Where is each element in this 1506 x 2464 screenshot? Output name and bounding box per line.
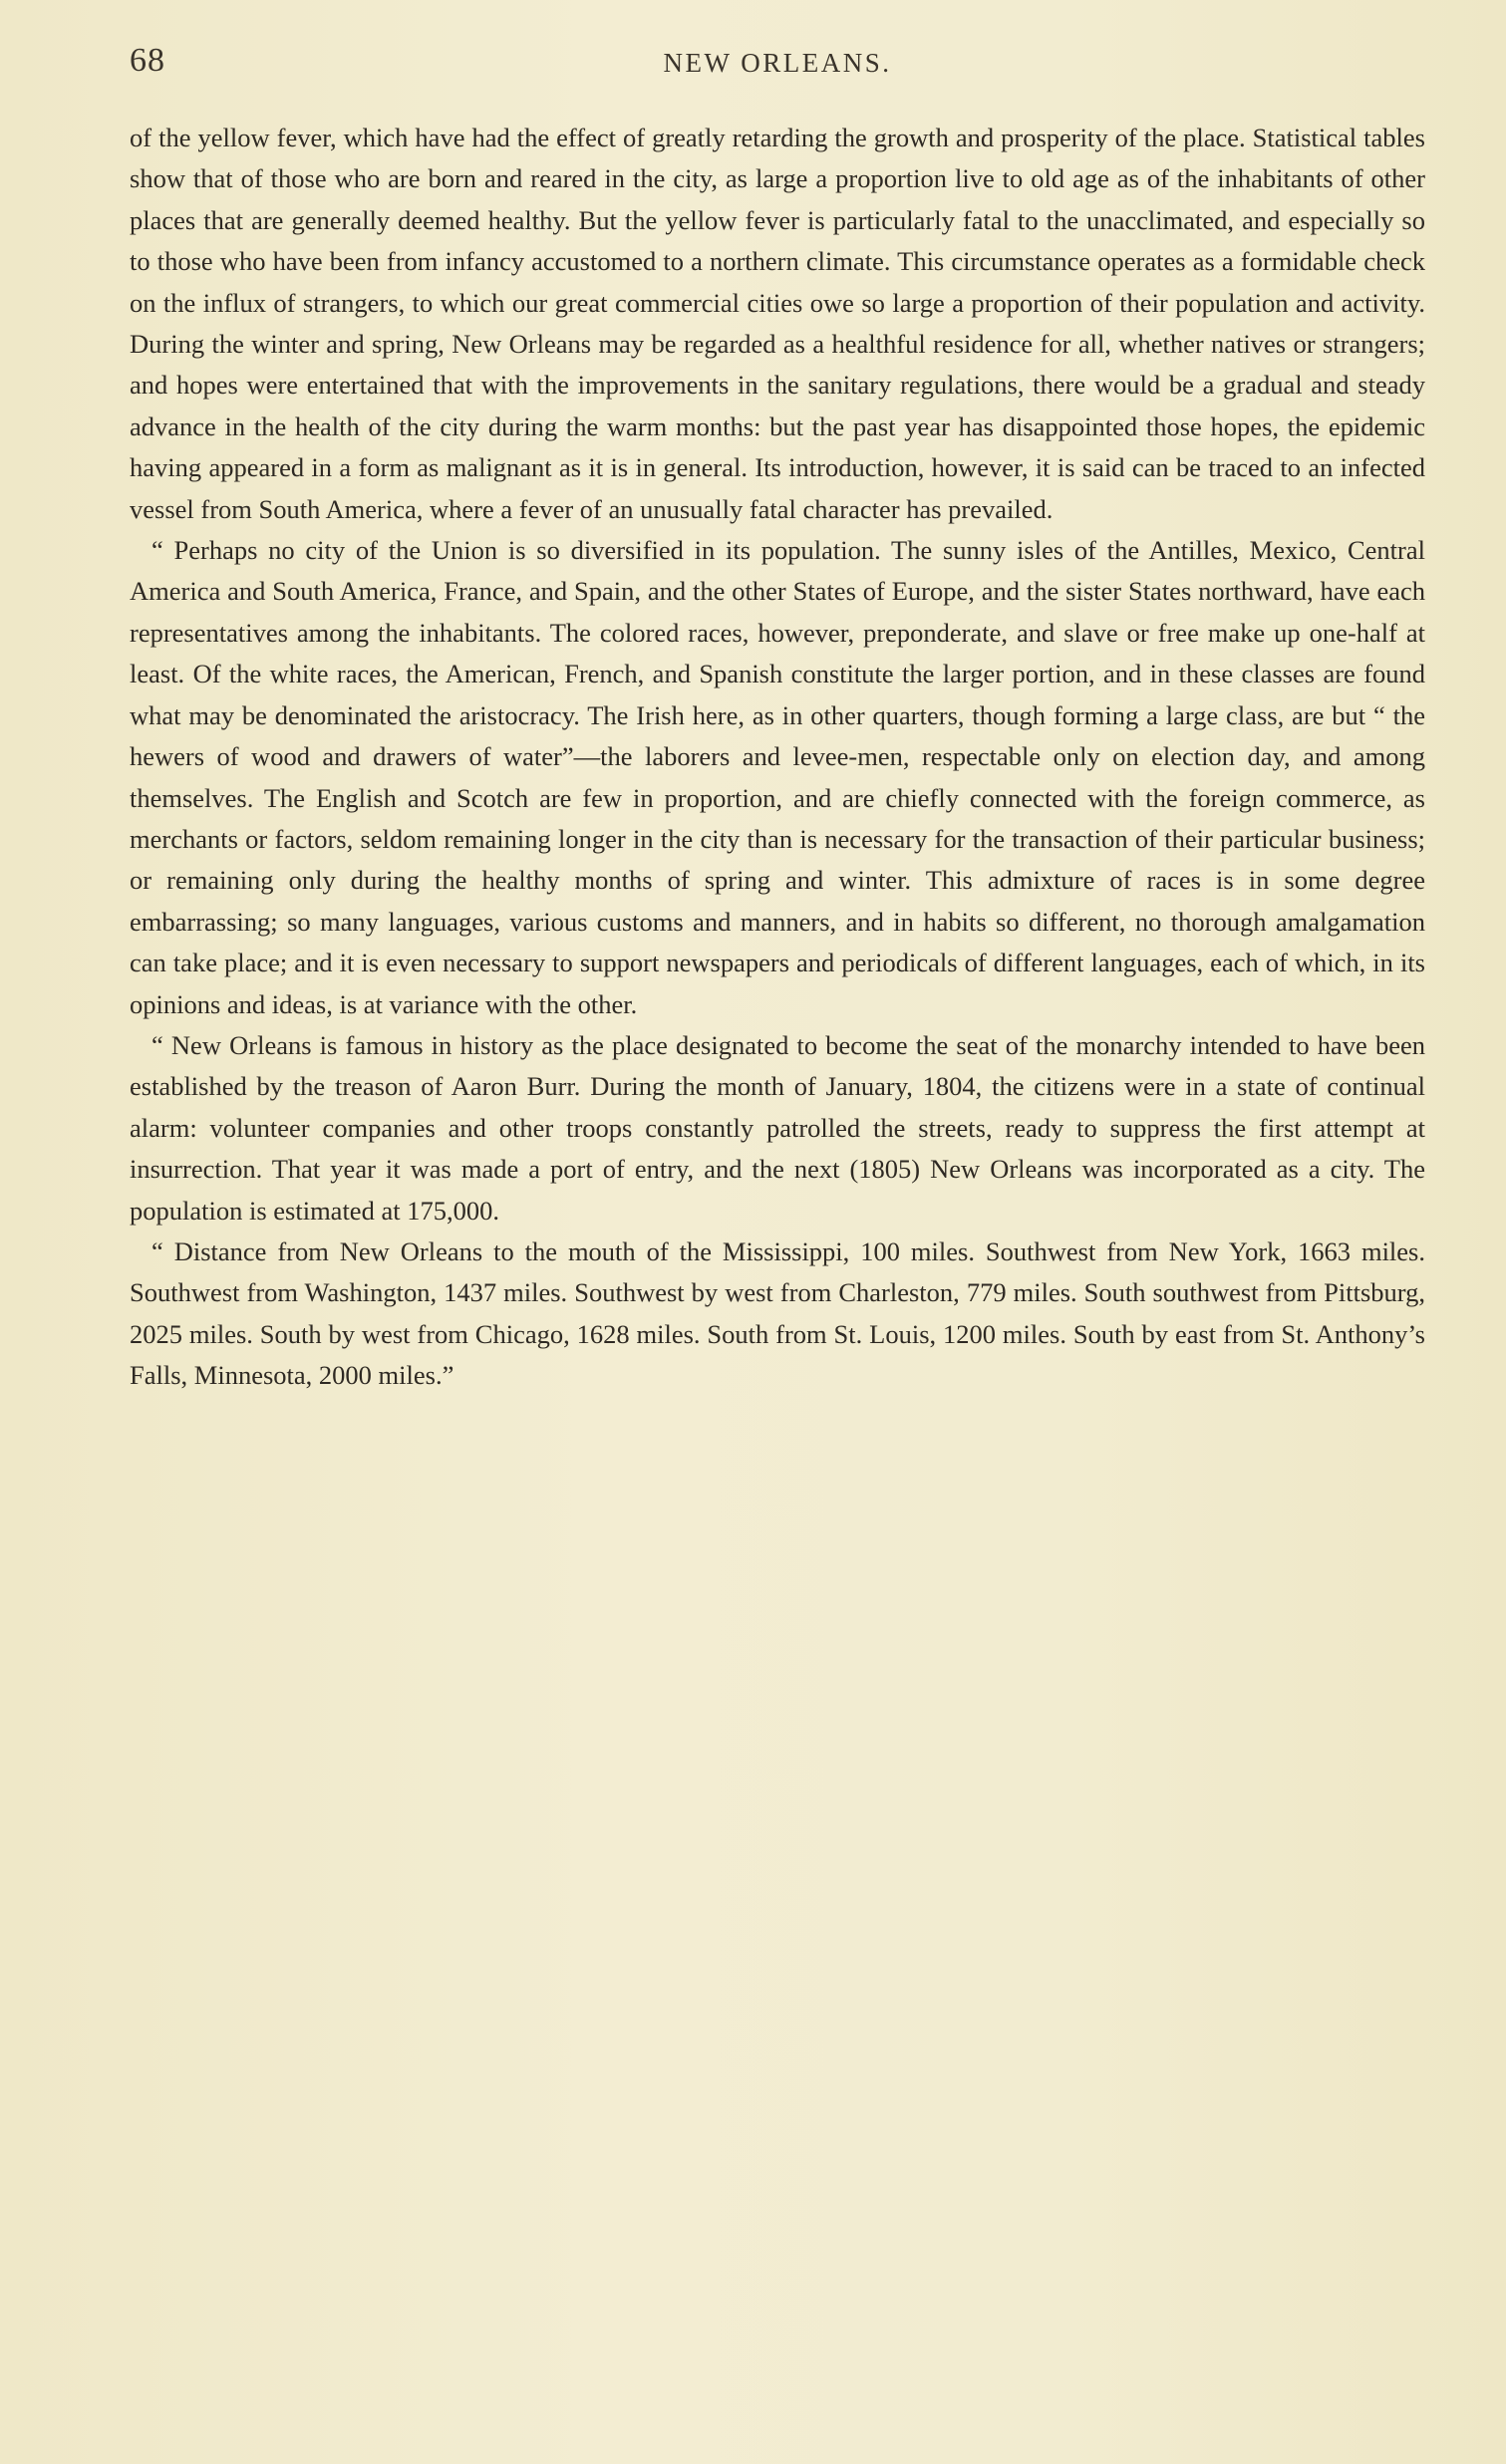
paragraph: “ Distance from New Orleans to the mouth of the Mississippi, 100 miles. Southwest from New York, 1663 miles. Southwest from Washington, 1437 miles. Southwest by west from Charleston, 779 miles. South southwest from Pittsburg, 2025 miles. South by west from Chicago, 1628 miles. South from St. Louis, 1200 miles. South by east from St. Anthony’s Falls, Minnesota, 2000 miles.” [130,1235,1425,1391]
page-header [130,42,1425,102]
paragraph: of the yellow fever, which have had the effect of greatly retarding the growth and prosperity of the place. Statistical tables show that of those who are born and reared in the city, as large a proportion live to old age as of the inhabitants of other places that are generally deemed healthy. But the yellow fever is particularly fatal to the unacclimated, and especially so to those who have been from infancy accustomed to a northern climate. This circumstance operates as a formidable check on the influx of strangers, to which our great commercial cities owe so large a proportion of their population and activity. During the winter and spring, New Orleans may be regarded as a healthful residence for all, whether natives or strangers; and hopes were entertained that with the improvements in the sanitary regulations, there would be a gradual and steady advance in the health of the city during the warm months: but the past year has disappointed those hopes, the epidemic having appeared in a form as malignant as it is in general. Its introduction, however, it is said can be traced to an infected vessel from South America, where a fever of an unusually fatal character has prevailed. [130,123,1425,524]
body-text [130,118,1425,1397]
paragraph: “ Perhaps no city of the Union is so diversified in its population. The sunny isles of the Antilles, Mexico, Central America and South America, France, and Spain, and the other States of Europe, and the sister States northward, have each representatives among the inhabitants. The colored races, however, preponderate, and slave or free make up one-half at least. Of the white races, the American, French, and Spanish constitute the larger portion, and in these classes are found what may be denominated the aristocracy. The Irish here, as in other quarters, though forming a large class, are but “ the hewers of wood and drawers of water”—the laborers and levee-men, respectable only on election day, and among themselves. The English and Scotch are few in proportion, and are chiefly connected with the foreign commerce, as merchants or factors, seldom remaining longer in the city than is necessary for the transaction of their particular business; or remaining only during the healthy months of spring and winter. This admixture of races is in some degree embarrassing; so many languages, various customs and manners, and in habits so different, no thorough amalgamation can take place; and it is even necessary to support newspapers and periodicals of different languages, each of which, in its opinions and ideas, is at variance with the other. [130,535,1425,1019]
paragraph: “ New Orleans is famous in history as the place designated to become the seat of the monarchy intended to have been established by the treason of Aaron Burr. During the month of January, 1804, the citizens were in a state of continual alarm: volunteer companies and other troops constantly patrolled the streets, ready to suppress the first attempt at insurrection. That year it was made a port of entry, and the next (1805) New Orleans was incorporated as a city. The population is estimated at 175,000. [130,1029,1425,1226]
running-head: NEW ORLEANS. [663,48,892,78]
page-number: 68 [130,42,165,79]
